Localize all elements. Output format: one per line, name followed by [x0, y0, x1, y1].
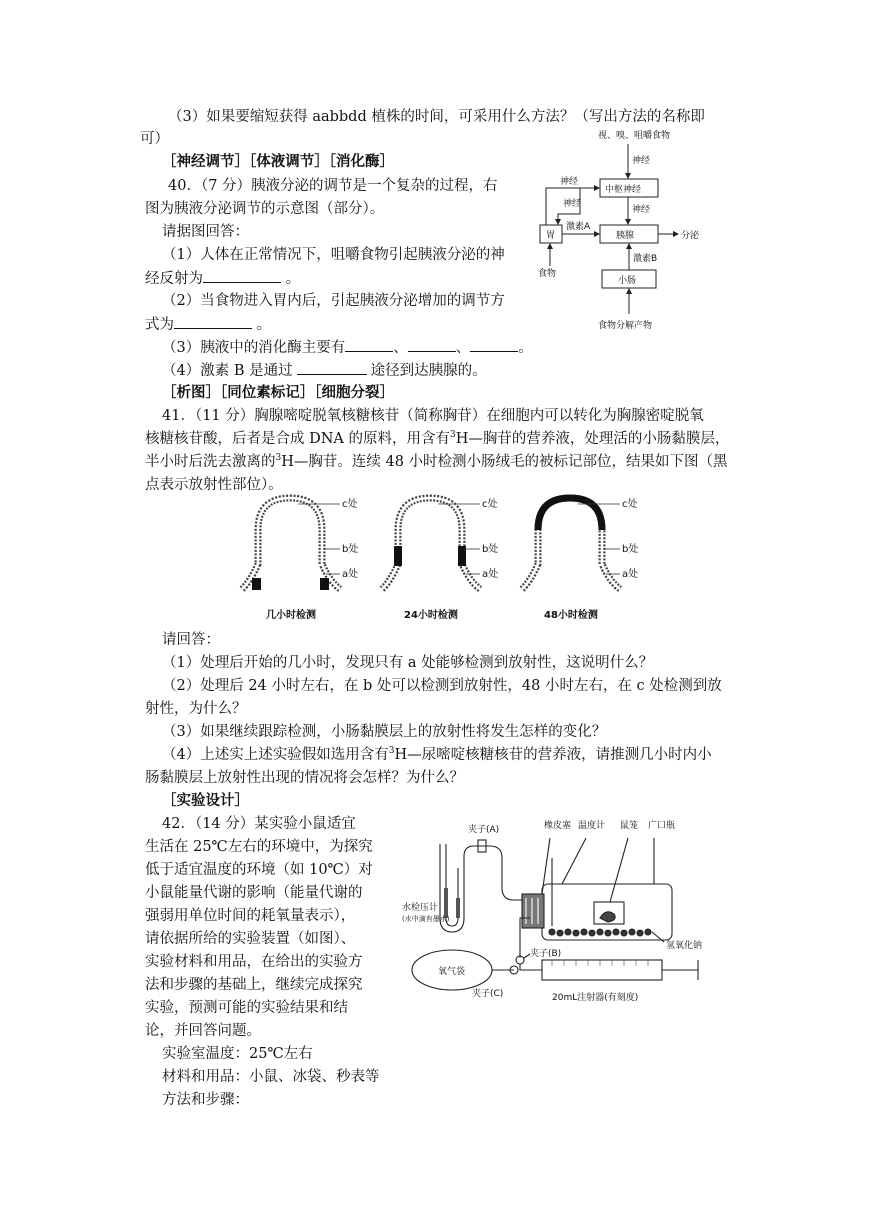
label-top: 视、嗅、咀嚼食物 [598, 131, 671, 141]
q41-line3 [145, 452, 728, 472]
q40-line3: 请据图回答： [162, 224, 249, 240]
q42-line7: 实验材料和用品，在给出的实验方 [145, 954, 363, 970]
label-syringe: 20mL注射器(有刻度) [552, 993, 639, 1003]
q40-line5-end: 。 [285, 271, 301, 287]
q41-line2-text-b: H—胸苷的营养液，处理活的小肠黏膜层， [455, 431, 730, 447]
q40-line9 [162, 360, 487, 381]
q42-line6: 请依据所给的实验装置（如图）、 [145, 931, 356, 947]
q40-line8-text: （3）胰液中的消化酶主要有 [162, 340, 346, 356]
q41-line2 [145, 429, 729, 449]
label-secrete: 分泌 [681, 231, 700, 241]
q40-line8 [162, 337, 533, 358]
label-manometer: 水检压计 [402, 903, 439, 913]
q39-line1: （3）如果要缩短获得 aabbdd 植株的时间，可采用什么方法？（写出方法的名称即 [168, 109, 705, 125]
label-products: 食物分解产物 [598, 321, 653, 331]
radioactive-dot [252, 578, 261, 590]
q42-line13: 方法和步骤： [162, 1092, 249, 1108]
answer-blank[interactable] [345, 337, 393, 352]
pancreas-regulation-diagram [528, 128, 738, 336]
label-center: 中枢神经 [605, 185, 642, 195]
label-a: a处 [342, 569, 359, 580]
label-nerve: 神经 [563, 199, 582, 209]
q42-line2: 生活在 25℃左右的环境中，为探究 [145, 839, 373, 855]
label-c: c处 [622, 499, 638, 510]
label-clip-c: 夹子(C) [472, 989, 504, 999]
q41-a4-text-b: H—尿嘧啶核糖核苷的营养液，请推测几小时内小 [394, 747, 712, 763]
q41-a2: （2）处理后 24 小时左右，在 b 处可以检测到放射性，48 小时左右，在 c 处检测到放 [162, 678, 722, 694]
label-naoh: 氢氧化钠 [666, 941, 703, 951]
q40-line7-text: 式为 [145, 317, 174, 333]
superscript: 3 [388, 746, 395, 757]
answer-blank[interactable] [297, 360, 367, 375]
label-food: 食物 [538, 269, 557, 279]
villi-figure [228, 494, 648, 626]
q41-line3-text-b: H—胸苷。连续 48 小时检测小肠绒毛的被标记部位，结果如下图（黑 [281, 454, 728, 470]
label-oxygen-bag: 氧气袋 [438, 967, 466, 977]
section-tags-40: ［神经调节］［体液调节］［消化酶］ [162, 153, 394, 170]
q40-line9-text: （4）激素 B 是通过 [162, 363, 293, 379]
label-thermometer: 温度计 [578, 821, 606, 831]
villus-24h [382, 498, 480, 589]
q40-line5-text: 经反射为 [145, 271, 203, 287]
label-nerve: 神经 [632, 205, 651, 215]
label-nerve: 神经 [560, 177, 579, 187]
separator: 、 [455, 340, 471, 356]
q42-line12: 材料和用品：小鼠、冰袋、秒表等 [162, 1069, 380, 1085]
q40-line2: 图为胰液分泌调节的示意图（部分）。 [145, 201, 385, 217]
q41-a4c: 肠黏膜层上放射性出现的情况将会怎样？为什么？ [145, 770, 464, 786]
q42-line9: 实验，预测可能的实验结果和结 [145, 1000, 348, 1016]
label-nerve: 神经 [632, 156, 651, 166]
label-intestine: 小肠 [618, 276, 637, 286]
q42-line5: 强弱用单位时间的耗氧量表示）， [145, 908, 356, 924]
label-cage: 鼠笼 [620, 821, 639, 831]
radioactive-dot [394, 546, 402, 566]
label-pancreas: 胰腺 [616, 231, 635, 241]
q41-line1: 41．（11 分）胸腺嘧啶脱氧核糖核苷（简称胸苷）在细胞内可以转化为胸腺密啶脱氧 [162, 408, 704, 424]
villus-few-hours [242, 498, 340, 590]
superscript: 3 [275, 453, 282, 464]
q42-line8: 法和步骤的基础上，继续完成探究 [145, 977, 363, 993]
label-clip-a: 夹子(A) [468, 825, 500, 835]
q41-a1: （1）处理后开始的几小时，发现只有 a 处能够检测到放射性，这说明什么？ [162, 655, 654, 671]
label-stomach: 胃 [546, 231, 556, 241]
villus-48h [522, 498, 620, 589]
caption-24h: 24小时检测 [404, 610, 458, 621]
q40-line7 [145, 314, 271, 335]
section-tags-42: ［实验设计］ [162, 792, 249, 809]
q40-line4: （1）人体在正常情况下，咀嚼食物引起胰液分泌的神 [162, 247, 505, 263]
q41-line2-text: 核糖核苷酸，后者是合成 DNA 的原料，用含有 [145, 431, 451, 447]
label-a: a处 [482, 569, 499, 580]
label-a: a处 [622, 569, 639, 580]
q41-a2b: 射性，为什么？ [145, 701, 247, 717]
label-c: c处 [482, 499, 498, 510]
q41-line4: 点表示放射性部位）。 [145, 477, 283, 493]
apparatus-figure [402, 818, 718, 1010]
q42-line3: 低于适宜温度的环境（如 10℃）对 [145, 862, 373, 878]
naoh-granules [549, 929, 651, 936]
radioactive-dot [320, 578, 329, 590]
superscript: 3 [450, 430, 456, 441]
q41-ask: 请回答： [162, 632, 220, 648]
label-hormone-b: 激素B [633, 254, 658, 264]
answer-blank[interactable] [203, 268, 281, 283]
q40-line8-end: 。 [518, 340, 533, 356]
q41-a3: （3）如果继续跟踪检测，小肠黏膜层上的放射性将发生怎样的变化？ [162, 724, 607, 740]
label-jar: 广口瓶 [648, 821, 676, 831]
rubber-stopper [522, 894, 544, 928]
section-tags-41: ［析图］［同位素标记］［细胞分裂］ [162, 384, 394, 401]
label-manometer-note: (水中滴有墨水) [402, 915, 450, 923]
label-b: b处 [622, 544, 639, 555]
q41-line3-text: 半小时后洗去激离的 [145, 454, 276, 470]
q40-line7-end: 。 [256, 317, 272, 333]
separator: 、 [393, 340, 408, 356]
syringe[interactable] [542, 960, 662, 980]
q42-line11: 实验室温度：25℃左右 [162, 1046, 313, 1062]
q39-line2: 可） [140, 131, 169, 147]
caption-few-hours: 几小时检测 [266, 610, 316, 621]
label-b: b处 [342, 544, 359, 555]
q40-line9-end: 途径到达胰腺的。 [370, 363, 487, 379]
radioactive-dot [538, 498, 602, 530]
q42-line4: 小鼠能量代谢的影响（能量代谢的 [145, 885, 363, 901]
q42-line1: 42．（14 分）某实验小鼠适宜 [162, 816, 356, 832]
q42-line10: 论，并回答问题。 [145, 1023, 261, 1039]
label-hormone-a: 激素A [566, 222, 591, 232]
caption-48h: 48小时检测 [544, 610, 598, 621]
answer-blank[interactable] [470, 337, 518, 352]
answer-blank[interactable] [174, 314, 252, 329]
answer-blank[interactable] [408, 337, 456, 352]
label-c: c处 [342, 499, 358, 510]
q41-a4 [162, 745, 712, 765]
label-stopper: 橡皮塞 [544, 821, 572, 831]
q40-line6: （2）当食物进入胃内后，引起胰液分泌增加的调节方 [162, 293, 505, 309]
q40-line5 [145, 268, 300, 289]
q41-a4-text: （4）上述实上述实验假如选用含有 [162, 747, 389, 763]
q40-line1: 40．（7 分）胰液分泌的调节是一个复杂的过程，右 [168, 178, 498, 194]
label-clip-b: 夹子(B) [530, 949, 562, 959]
label-b: b处 [482, 544, 499, 555]
